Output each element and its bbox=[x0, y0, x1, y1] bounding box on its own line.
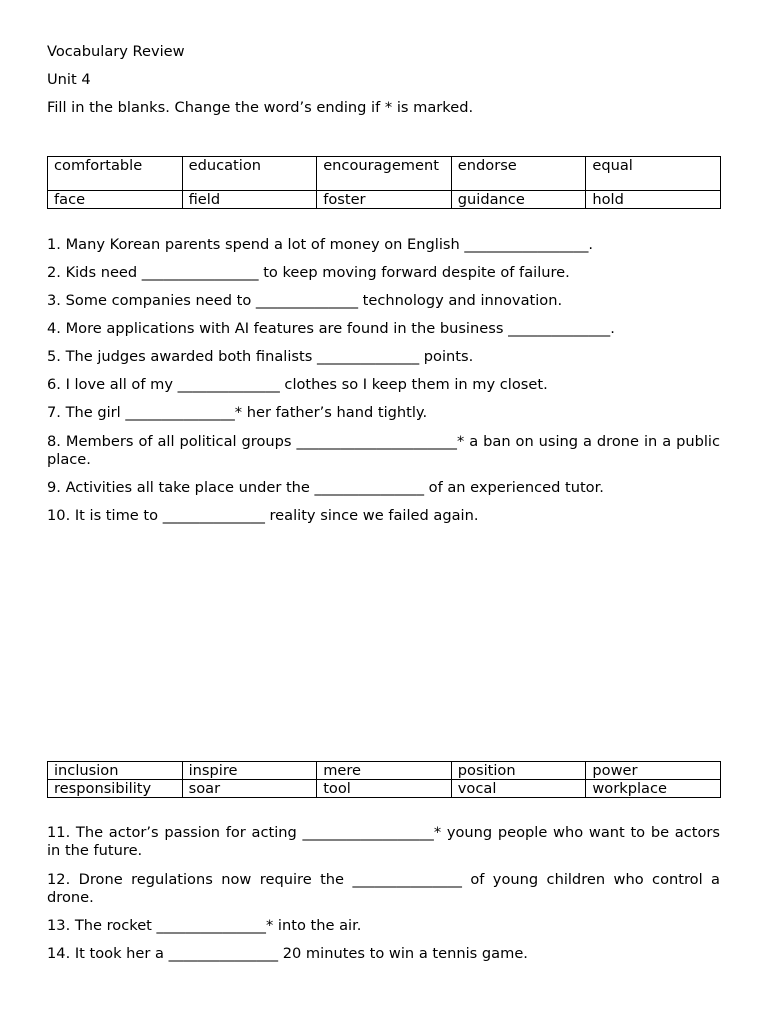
word-bank-cell: foster bbox=[317, 191, 452, 209]
word-bank-table-2 bbox=[47, 761, 721, 798]
word-bank-row bbox=[48, 157, 721, 191]
question-9: 9. Activities all take place under the _______________ of an experienced tutor. bbox=[47, 479, 604, 496]
word-bank-cell: face bbox=[48, 191, 183, 209]
question-13: 13. The rocket _______________* into the air. bbox=[47, 917, 362, 934]
page-title: Vocabulary Review bbox=[47, 43, 185, 60]
question-14: 14. It took her a _______________ 20 minutes to win a tennis game. bbox=[47, 945, 528, 962]
question-5: 5. The judges awarded both finalists ______________ points. bbox=[47, 348, 474, 365]
word-bank-cell: vocal bbox=[451, 780, 586, 798]
word-bank-cell: mere bbox=[317, 762, 452, 780]
word-bank-cell: responsibility bbox=[48, 780, 183, 798]
word-bank-cell: field bbox=[182, 191, 317, 209]
word-bank-cell: inspire bbox=[182, 762, 317, 780]
instructions: Fill in the blanks. Change the word’s ending if * is marked. bbox=[47, 99, 474, 116]
word-bank-row bbox=[48, 191, 721, 209]
word-bank-cell: inclusion bbox=[48, 762, 183, 780]
question-2: 2. Kids need ________________ to keep moving forward despite of failure. bbox=[47, 264, 570, 281]
question-7: 7. The girl _______________* her father’s hand tightly. bbox=[47, 404, 428, 421]
word-bank-cell: tool bbox=[317, 780, 452, 798]
word-bank-cell: guidance bbox=[451, 191, 586, 209]
question-6: 6. I love all of my ______________ clothes so I keep them in my closet. bbox=[47, 376, 548, 393]
word-bank-row bbox=[48, 762, 721, 780]
question-3: 3. Some companies need to ______________ technology and innovation. bbox=[47, 292, 563, 309]
unit-label: Unit 4 bbox=[47, 71, 91, 88]
word-bank-cell: endorse bbox=[451, 157, 586, 191]
word-bank-cell: position bbox=[451, 762, 586, 780]
question-4: 4. More applications with AI features are found in the business ______________. bbox=[47, 320, 615, 337]
question-1: 1. Many Korean parents spend a lot of money on English _________________. bbox=[47, 236, 594, 253]
question-10: 10. It is time to ______________ reality since we failed again. bbox=[47, 507, 479, 524]
word-bank-cell: education bbox=[182, 157, 317, 191]
question-12: 12. Drone regulations now require the _______________ of young children who control a drone. bbox=[47, 871, 720, 906]
word-bank-cell: hold bbox=[586, 191, 721, 209]
question-8: 8. Members of all political groups ______________________* a ban on using a drone in a public place. bbox=[47, 433, 720, 468]
word-bank-row bbox=[48, 780, 721, 798]
word-bank-cell: workplace bbox=[586, 780, 721, 798]
question-11: 11. The actor’s passion for acting __________________* young people who want to be actors in the future. bbox=[47, 824, 720, 859]
word-bank-cell: comfortable bbox=[48, 157, 183, 191]
word-bank-cell: encouragement bbox=[317, 157, 452, 191]
word-bank-cell: soar bbox=[182, 780, 317, 798]
word-bank-table-1 bbox=[47, 156, 721, 209]
word-bank-cell: power bbox=[586, 762, 721, 780]
word-bank-cell: equal bbox=[586, 157, 721, 191]
